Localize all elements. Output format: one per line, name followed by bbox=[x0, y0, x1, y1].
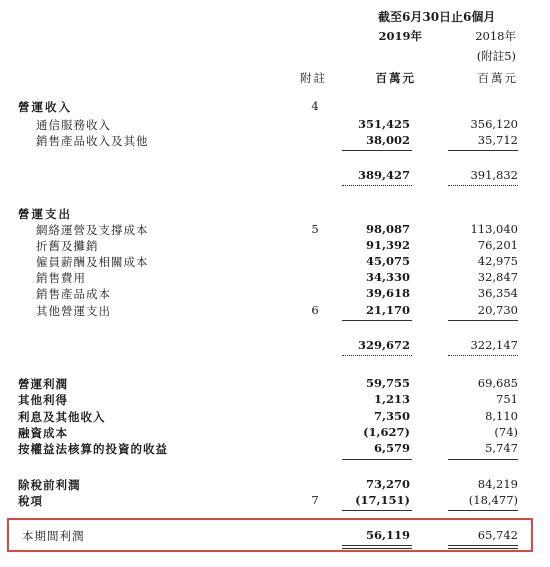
row-label: 銷售產品成本 bbox=[36, 287, 111, 301]
revenue-total-2019: 389,427 bbox=[357, 168, 410, 182]
final-double-rule bbox=[448, 545, 518, 549]
subtotal-rule bbox=[342, 510, 412, 511]
subtotal-rule bbox=[342, 459, 412, 460]
total-rule bbox=[448, 185, 518, 186]
pretax-value-2018: 84,219 bbox=[477, 477, 518, 491]
expenses-total-2018: 322,147 bbox=[470, 338, 518, 352]
total-rule bbox=[448, 355, 518, 356]
period-header: 截至6月30日止6個月 bbox=[378, 10, 496, 24]
year-2019-header: 2019年 bbox=[378, 29, 422, 43]
unit-2018-header: 百萬元 bbox=[477, 71, 518, 85]
profit-value-2018: 65,742 bbox=[477, 528, 518, 542]
row-value-2018: 76,201 bbox=[477, 238, 518, 252]
row-label: 通信服務收入 bbox=[36, 118, 111, 132]
row-note: 5 bbox=[311, 222, 319, 236]
row-label: 營運利潤 bbox=[18, 377, 68, 391]
year-2018-note: (附註5) bbox=[476, 49, 516, 63]
row-note: 6 bbox=[311, 303, 319, 317]
row-value-2019: 1,213 bbox=[373, 392, 410, 406]
revenue-note: 4 bbox=[311, 99, 319, 113]
subtotal-rule bbox=[448, 150, 518, 151]
revenue-title: 營運收入 bbox=[18, 100, 72, 114]
row-value-2018: 113,040 bbox=[470, 222, 518, 236]
row-label: 銷售產品收入及其他 bbox=[36, 134, 149, 148]
profit-label: 本期間利潤 bbox=[22, 529, 85, 543]
row-label: 網絡運營及支撐成本 bbox=[36, 223, 149, 237]
row-value-2018: 5,747 bbox=[485, 441, 518, 455]
expenses-title: 營運支出 bbox=[18, 207, 72, 221]
row-value-2018: 356,120 bbox=[470, 117, 518, 131]
row-value-2019: 45,075 bbox=[365, 254, 410, 268]
row-value-2019: 7,350 bbox=[373, 409, 410, 423]
row-value-2018: 42,975 bbox=[477, 254, 518, 268]
row-value-2018: (74) bbox=[494, 425, 518, 439]
tax-value-2019: (17,151) bbox=[355, 493, 410, 507]
note-column-header: 附註 bbox=[300, 71, 327, 85]
row-label: 融資成本 bbox=[18, 426, 68, 440]
unit-2019-header: 百萬元 bbox=[375, 71, 416, 85]
profit-value-2019: 56,119 bbox=[365, 528, 410, 542]
tax-value-2018: (18,477) bbox=[468, 493, 518, 507]
row-value-2018: 32,847 bbox=[477, 270, 518, 284]
row-label: 其他營運支出 bbox=[36, 304, 111, 318]
row-label: 按權益法核算的投資的收益 bbox=[18, 442, 168, 456]
row-label: 銷售費用 bbox=[36, 271, 86, 285]
row-value-2019: 59,755 bbox=[365, 376, 410, 390]
row-label: 利息及其他收入 bbox=[18, 410, 106, 424]
revenue-total-2018: 391,832 bbox=[470, 168, 518, 182]
row-value-2018: 36,354 bbox=[477, 286, 518, 300]
tax-label: 稅項 bbox=[18, 494, 43, 508]
final-double-rule bbox=[342, 545, 412, 549]
row-value-2018: 20,730 bbox=[477, 303, 518, 317]
tax-note: 7 bbox=[311, 493, 319, 507]
row-value-2019: (1,627) bbox=[363, 425, 410, 439]
row-label: 僱員薪酬及相關成本 bbox=[36, 255, 149, 269]
row-label: 其他利得 bbox=[18, 393, 68, 407]
row-value-2019: 351,425 bbox=[357, 117, 410, 131]
row-value-2019: 91,392 bbox=[365, 238, 410, 252]
row-value-2019: 21,170 bbox=[365, 303, 410, 317]
subtotal-rule bbox=[448, 510, 518, 511]
row-value-2019: 98,087 bbox=[365, 222, 410, 236]
row-value-2018: 35,712 bbox=[477, 133, 518, 147]
row-value-2018: 8,110 bbox=[485, 409, 518, 423]
year-2018-header: 2018年 bbox=[475, 29, 516, 43]
subtotal-rule bbox=[342, 150, 412, 151]
total-rule bbox=[342, 355, 412, 356]
total-rule bbox=[342, 185, 412, 186]
subtotal-rule bbox=[448, 459, 518, 460]
row-value-2019: 38,002 bbox=[365, 133, 410, 147]
row-value-2019: 39,618 bbox=[365, 286, 410, 300]
row-label: 折舊及攤銷 bbox=[36, 239, 99, 253]
pretax-label: 除稅前利潤 bbox=[18, 478, 81, 492]
subtotal-rule bbox=[342, 320, 412, 321]
subtotal-rule bbox=[448, 320, 518, 321]
row-value-2018: 69,685 bbox=[477, 376, 518, 390]
expenses-total-2019: 329,672 bbox=[357, 338, 410, 352]
pretax-value-2019: 73,270 bbox=[365, 477, 410, 491]
row-value-2019: 34,330 bbox=[365, 270, 410, 284]
row-value-2018: 751 bbox=[496, 392, 518, 406]
row-value-2019: 6,579 bbox=[373, 441, 410, 455]
